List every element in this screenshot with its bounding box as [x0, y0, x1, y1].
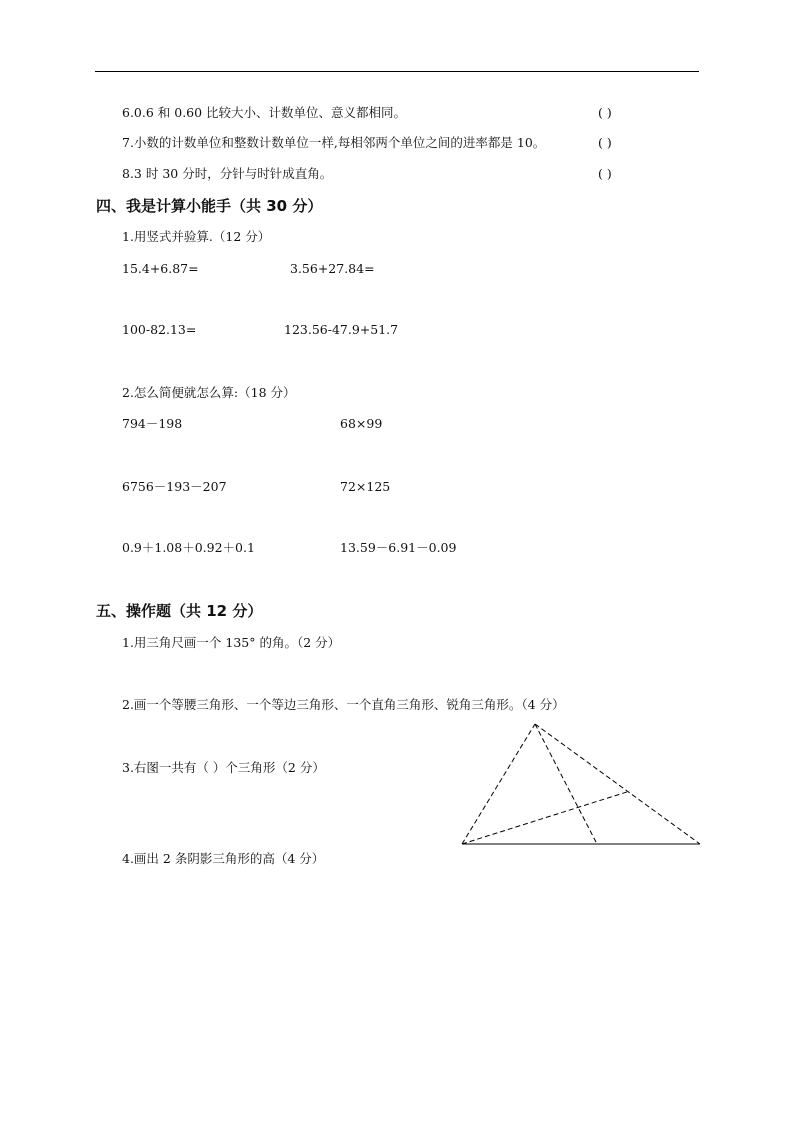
- s4-q2-expr-4: 72×125: [340, 479, 391, 494]
- right-side: [535, 724, 700, 844]
- s4-q2-expr-6: 13.59－6.91－0.09: [340, 540, 457, 555]
- triangle-figure: [455, 715, 705, 850]
- s5-q1: 1.用三角尺画一个 135° 的角。（2 分）: [122, 635, 341, 650]
- answer-paren-6: ( ): [598, 105, 612, 120]
- judgement-item-8: 8.3 时 30 分时，分针与时针成直角。: [122, 166, 333, 181]
- section-4-title: 四、我是计算小能手（共 30 分）: [96, 197, 323, 215]
- answer-paren-8: ( ): [598, 166, 612, 181]
- s4-q2-label: 2.怎么简便就怎么算:（18 分）: [122, 385, 296, 400]
- section-5-title: 五、操作题（共 12 分）: [96, 602, 263, 620]
- s4-q2-expr-1: 794－198: [122, 416, 183, 431]
- s5-q2: 2.画一个等腰三角形、一个等边三角形、一个直角三角形、锐角三角形。（4 分）: [122, 697, 565, 712]
- judgement-item-6: 6.0.6 和 0.60 比较大小、计数单位、意义都相同。: [122, 105, 407, 120]
- left-side: [462, 724, 535, 844]
- s5-q4: 4.画出 2 条阴影三角形的高（4 分）: [122, 851, 325, 866]
- answer-paren-7: ( ): [598, 135, 612, 150]
- s4-q1-expr-1: 15.4+6.87=: [122, 261, 199, 276]
- s4-q2-expr-3: 6756－193－207: [122, 479, 227, 494]
- s5-q3: 3.右图一共有（ ）个三角形（2 分）: [122, 760, 325, 775]
- inner-line-from-base: [462, 791, 630, 844]
- header-rule: [95, 71, 699, 72]
- s4-q1-label: 1.用竖式并验算.（12 分）: [122, 229, 271, 244]
- s4-q1-expr-3: 100-82.13=: [122, 322, 197, 337]
- s4-q2-expr-5: 0.9＋1.08＋0.92＋0.1: [122, 540, 255, 555]
- inner-line-from-apex: [535, 724, 597, 844]
- s4-q1-expr-2: 3.56+27.84=: [290, 261, 375, 276]
- s4-q1-expr-4: 123.56-47.9+51.7: [284, 322, 399, 337]
- judgement-item-7: 7.小数的计数单位和整数计数单位一样,每相邻两个单位之间的进率都是 10。: [122, 135, 546, 150]
- s4-q2-expr-2: 68×99: [340, 416, 383, 431]
